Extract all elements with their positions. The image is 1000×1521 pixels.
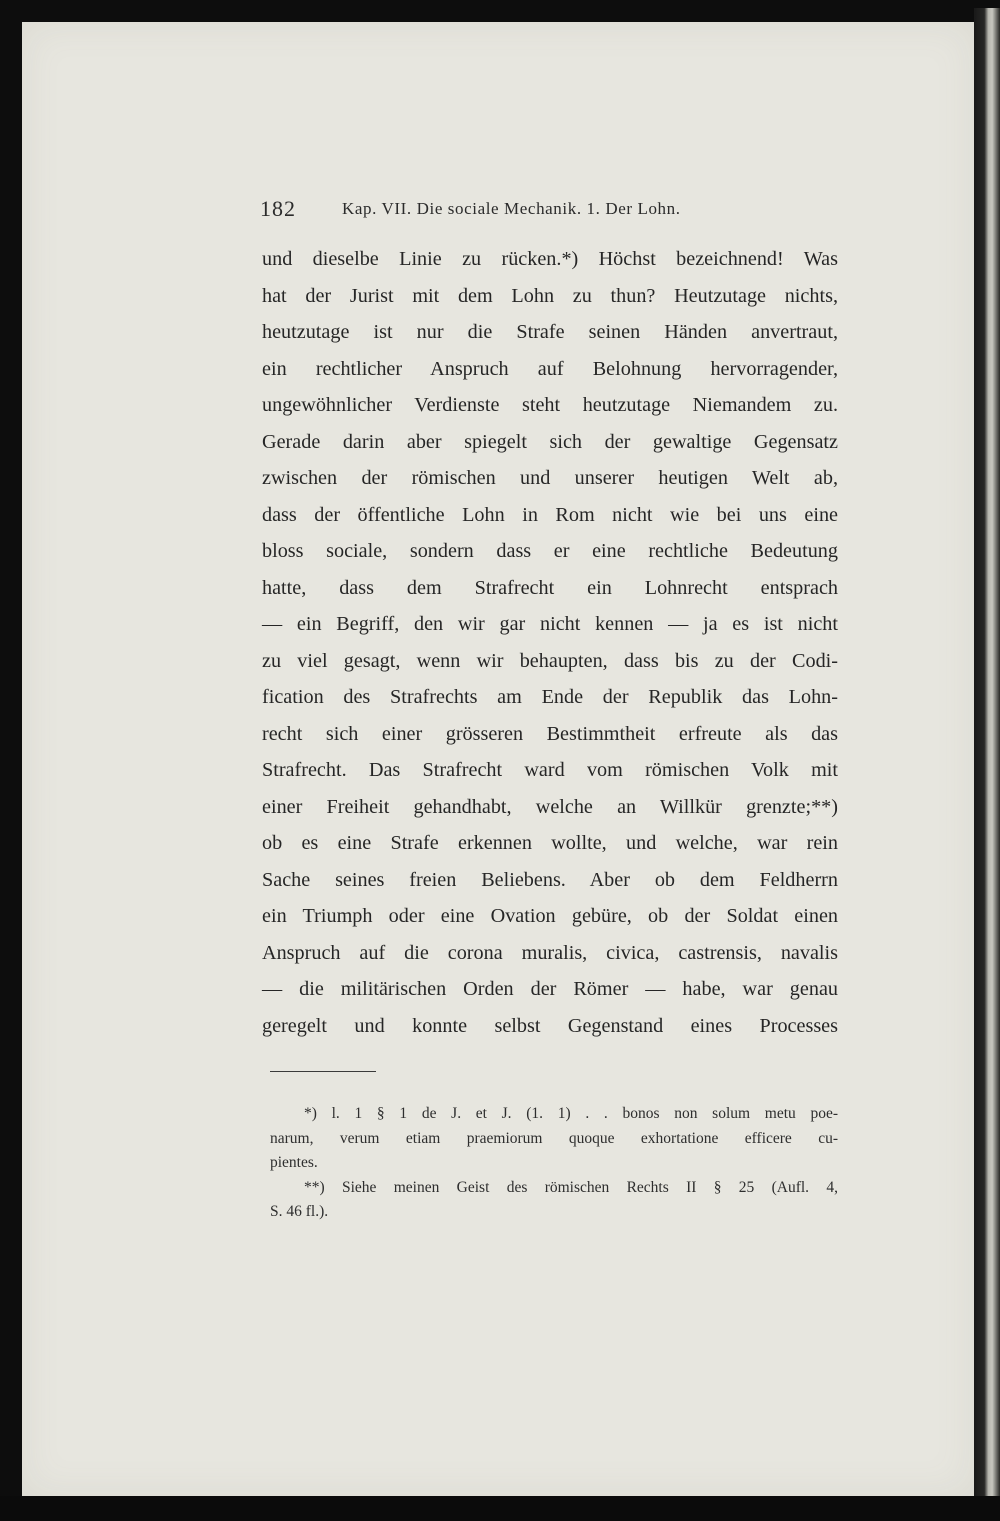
- text-line: und dieselbe Linie zu rücken.*) Höchst bezeichnend! Was: [262, 248, 838, 270]
- footnote-rule: [270, 1071, 376, 1072]
- text-line: ein Triumph oder eine Ovation gebüre, ob der Soldat einen: [262, 905, 838, 927]
- text-line: fication des Strafrechts am Ende der Republik das Lohn-: [262, 686, 838, 708]
- text-line: — die militärischen Orden der Römer — habe, war genau: [262, 978, 838, 1000]
- footnote-line: *) l. 1 § 1 de J. et J. (1. 1) . . bonos non solum metu poe-: [304, 1105, 838, 1122]
- text-line: — ein Begriff, den wir gar nicht kennen — ja es ist nicht: [262, 613, 838, 635]
- running-head: [260, 196, 760, 226]
- text-line: hatte, dass dem Strafrecht ein Lohnrecht entsprach: [262, 576, 838, 599]
- text-line: ob es eine Strafe erkennen wollte, und welche, war rein: [262, 832, 838, 854]
- text-line: recht sich einer grösseren Bestimmtheit erfreute als das: [262, 722, 838, 745]
- text-line: Gerade darin aber spiegelt sich der gewaltige Gegensatz: [262, 430, 838, 453]
- text-line: ein rechtlicher Anspruch auf Belohnung hervorragender,: [262, 357, 838, 380]
- footnote-line: pientes.: [270, 1154, 318, 1171]
- text-line: einer Freiheit gehandhabt, welche an Willkür grenzte;**): [262, 795, 838, 818]
- text-line: geregelt und konnte selbst Gegenstand eines Processes: [262, 1014, 838, 1037]
- text-line: dass der öffentliche Lohn in Rom nicht wie bei uns eine: [262, 503, 838, 526]
- text-line: ungewöhnlicher Verdienste steht heutzutage Niemandem zu.: [262, 394, 838, 416]
- text-line: Anspruch auf die corona muralis, civica, castrensis, navalis: [262, 941, 838, 964]
- main-text: [262, 241, 838, 1044]
- text-line: zu viel gesagt, wenn wir behaupten, dass bis zu der Codi-: [262, 649, 838, 672]
- chapter-title: Kap. VII. Die sociale Mechanik. 1. Der Lohn.: [342, 199, 681, 218]
- footnotes: [270, 1102, 838, 1225]
- page-edge: [974, 8, 1000, 1508]
- text-line: bloss sociale, sondern dass er eine rechtliche Bedeutung: [262, 540, 838, 562]
- footnote-line: narum, verum etiam praemiorum quoque exhortatione efficere cu-: [270, 1129, 838, 1147]
- scan-border: [0, 1496, 1000, 1521]
- text-line: Sache seines freien Beliebens. Aber ob dem Feldherrn: [262, 868, 838, 891]
- footnote-line: S. 46 fl.).: [270, 1203, 329, 1220]
- text-line: zwischen der römischen und unserer heutigen Welt ab,: [262, 467, 838, 489]
- footnote-line: **) Siehe meinen Geist des römischen Rechts II § 25 (Aufl. 4,: [304, 1178, 838, 1196]
- page-number: 182: [260, 196, 296, 221]
- text-line: heutzutage ist nur die Strafe seinen Händen anvertraut,: [262, 321, 838, 343]
- text-line: Strafrecht. Das Strafrecht ward vom römischen Volk mit: [262, 759, 838, 781]
- text-line: hat der Jurist mit dem Lohn zu thun? Heutzutage nichts,: [262, 284, 838, 307]
